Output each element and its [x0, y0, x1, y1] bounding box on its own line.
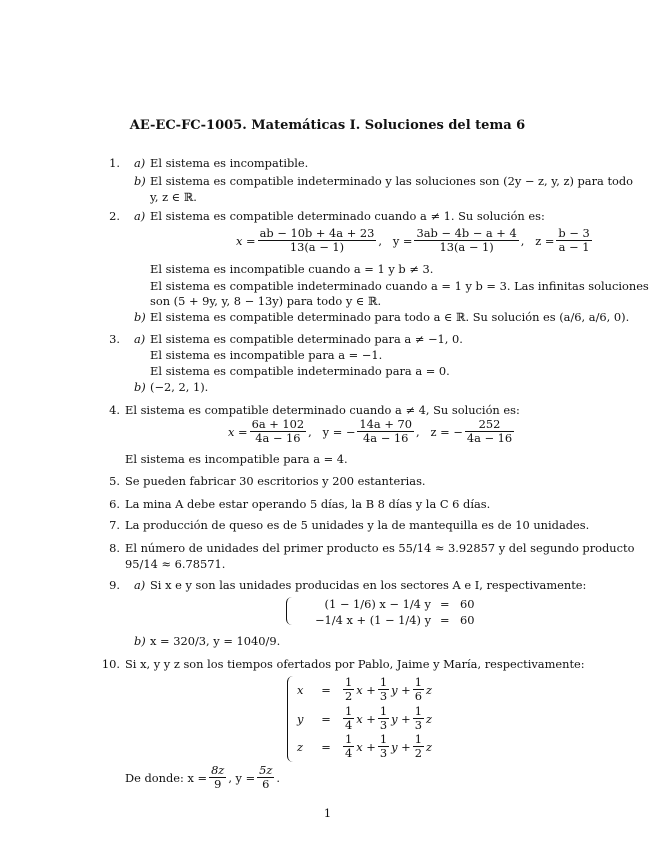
row-equals: = — [321, 739, 331, 754]
problem-5-number: 5. — [109, 474, 120, 488]
term: x + — [356, 739, 376, 754]
problem-10-number: 10. — [101, 657, 120, 671]
y-numerator: 3ab − 4b − a + 4 — [416, 226, 517, 240]
problem-10-text: Si x, y y z son los tiempos ofertados por Pablo, Jaime y María, respectivamente: — [125, 657, 585, 671]
equation-row — [297, 676, 432, 703]
problem-9a-label: a) — [134, 578, 146, 592]
conclusion-separator: , y = — [228, 770, 256, 785]
row-equals: = — [321, 711, 331, 726]
coef-numerator: 1 — [414, 675, 422, 689]
problem-4-incompatible: El sistema es incompatible para a = 4. — [125, 452, 348, 466]
term: y + — [391, 739, 411, 754]
problem-7-number: 7. — [109, 518, 120, 532]
problem-2a-text: El sistema es compatible determinado cuando a ≠ 1. Su solución es: — [150, 209, 545, 223]
coef-numerator: 1 — [414, 732, 422, 746]
coef-fraction — [343, 733, 354, 760]
problem-1a-label: a) — [134, 156, 146, 170]
x-numerator: 6a + 102 — [251, 417, 305, 431]
z-numerator: 252 — [478, 417, 501, 431]
conclusion-end: . — [276, 770, 281, 785]
problem-2-indeterminate-line2: son (5 + 9y, y, 8 − 13y) para todo y ∈ ℝ. — [150, 294, 382, 308]
x-numerator: ab − 10b + 4a + 23 — [259, 226, 375, 240]
problem-8-number: 8. — [109, 541, 120, 555]
problem-1b-line1: El sistema es compatible indeterminado y las soluciones son (2y − z, y, z) para todo — [150, 174, 634, 188]
problem-4-text: El sistema es compatible determinado cuando a ≠ 4, Su solución es: — [125, 403, 520, 417]
y-fraction — [357, 418, 414, 445]
left-brace — [286, 597, 292, 625]
problem-2a-label: a) — [134, 209, 146, 223]
x-label: x = — [228, 424, 248, 439]
equation-row — [297, 705, 432, 732]
x-label: x = — [236, 233, 256, 248]
coef-fraction — [413, 705, 424, 732]
term: y + — [391, 711, 411, 726]
problem-4-number: 4. — [109, 403, 120, 417]
x-fraction — [209, 764, 226, 791]
y-fraction — [414, 227, 518, 254]
page-number: 1 — [323, 806, 332, 820]
y-label: , y = — [378, 233, 413, 248]
problem-2-incompatible: El sistema es incompatible cuando a = 1 y b ≠ 3. — [150, 262, 434, 276]
coef-fraction — [413, 676, 424, 703]
coef-fraction — [413, 733, 424, 760]
x-fraction — [250, 418, 307, 445]
term: z — [425, 711, 432, 726]
problem-9a-text: Si x e y son las unidades producidas en los sectores A e I, respectivamente: — [150, 578, 587, 592]
system-eq2-lhs: −1/4 x + (1 − 1/4) y — [314, 613, 431, 627]
y-label: , y = − — [308, 424, 356, 439]
coef-numerator: 1 — [345, 675, 353, 689]
problem-2-number: 2. — [109, 209, 120, 223]
y-numerator: 14a + 70 — [359, 417, 412, 431]
x-denominator: 9 — [209, 777, 226, 791]
coef-numerator: 1 — [379, 675, 388, 689]
system-eq2-rhs: 60 — [460, 613, 475, 627]
problem-2b-text: El sistema es compatible determinado para todo a ∈ ℝ. Su solución es (a/6, a/6, 0). — [150, 310, 630, 324]
problem-4-solution-formula — [228, 418, 516, 445]
problem-3a-label: a) — [134, 332, 146, 346]
problem-5-text: Se pueden fabricar 30 escritorios y 200 estanterias. — [125, 474, 426, 488]
z-denominator: 4a − 16 — [466, 431, 513, 445]
coef-denominator: 4 — [345, 746, 353, 760]
left-brace — [287, 676, 293, 762]
z-fraction — [556, 227, 591, 254]
z-denominator: a − 1 — [556, 240, 591, 254]
problem-1b-line2: y, z ∈ ℝ. — [150, 190, 197, 204]
problem-2-indeterminate-line1: El sistema es compatible indeterminado cuando a = 1 y b = 3. Las infinitas soluciones — [150, 279, 649, 293]
coef-fraction — [378, 705, 389, 732]
term: z — [425, 682, 432, 697]
y-numerator: 5z — [259, 763, 273, 777]
coef-fraction — [343, 705, 354, 732]
problem-7-text: La producción de queso es de 5 unidades y la de mantequilla es de 10 unidades. — [125, 518, 590, 532]
row-lhs: x — [297, 682, 304, 697]
coef-denominator: 3 — [379, 746, 388, 760]
problem-6-text: La mina A debe estar operando 5 días, la B 8 días y la C 6 días. — [125, 497, 491, 511]
problem-3-number: 3. — [109, 332, 120, 346]
problem-3a-line3: El sistema es compatible indeterminado para a = 0. — [150, 364, 450, 378]
problem-3a-line2: El sistema es incompatible para a = −1. — [150, 348, 383, 362]
term: z — [425, 739, 432, 754]
term: x + — [356, 682, 376, 697]
coef-numerator: 1 — [414, 704, 422, 718]
coef-numerator: 1 — [345, 704, 353, 718]
conclusion-prefix: De donde: x = — [125, 770, 208, 785]
coef-denominator: 6 — [414, 689, 422, 703]
y-denominator: 4a − 16 — [357, 431, 414, 445]
z-label: , z = — [520, 233, 555, 248]
problem-1b-label: b) — [134, 174, 146, 188]
problem-8-line2: 95/14 ≈ 6.78571. — [125, 557, 226, 571]
row-equals: = — [321, 682, 331, 697]
system-eq2-equals: = — [440, 613, 450, 627]
coef-denominator: 3 — [379, 689, 388, 703]
problem-2-solution-formula — [236, 227, 594, 254]
problem-1a-text: El sistema es incompatible. — [150, 156, 309, 170]
x-fraction — [258, 227, 377, 254]
coef-fraction — [378, 733, 389, 760]
coef-denominator: 3 — [379, 718, 388, 732]
row-lhs: y — [297, 711, 304, 726]
term: y + — [391, 682, 411, 697]
problem-3b-text: (−2, 2, 1). — [150, 380, 209, 394]
x-denominator: 4a − 16 — [250, 431, 307, 445]
x-numerator: 8z — [211, 763, 225, 777]
coef-denominator: 2 — [345, 689, 353, 703]
coef-fraction — [378, 676, 389, 703]
problem-2b-label: b) — [134, 310, 146, 324]
problem-9b-label: b) — [134, 634, 146, 648]
problem-6-number: 6. — [109, 497, 120, 511]
z-numerator: b − 3 — [558, 226, 590, 240]
y-denominator: 6 — [257, 777, 274, 791]
coef-denominator: 2 — [414, 746, 422, 760]
term: x + — [356, 711, 376, 726]
problem-3b-label: b) — [134, 380, 146, 394]
page-title: AE-EC-FC-1005. Matemáticas I. Soluciones del tema 6 — [129, 118, 526, 133]
coef-numerator: 1 — [379, 732, 388, 746]
coef-numerator: 1 — [345, 732, 353, 746]
row-lhs: z — [297, 739, 304, 754]
coef-fraction — [343, 676, 354, 703]
coef-denominator: 3 — [414, 718, 422, 732]
problem-1-number: 1. — [109, 156, 120, 170]
system-eq1-equals: = — [440, 597, 450, 611]
z-fraction — [465, 418, 514, 445]
problem-9-number: 9. — [109, 578, 120, 592]
z-label: , z = − — [416, 424, 463, 439]
system-eq1-lhs: (1 − 1/6) x − 1/4 y — [324, 597, 431, 611]
system-eq1-rhs: 60 — [460, 597, 475, 611]
problem-3a-line1: El sistema es compatible determinado para a ≠ −1, 0. — [150, 332, 463, 346]
problem-9b-text: x = 320/3, y = 1040/9. — [150, 634, 281, 648]
y-fraction — [257, 764, 274, 791]
problem-10-conclusion — [125, 764, 280, 791]
x-denominator: 13(a − 1) — [258, 240, 377, 254]
coef-numerator: 1 — [379, 704, 388, 718]
coef-denominator: 4 — [345, 718, 353, 732]
problem-8-line1: El número de unidades del primer producto es 55/14 ≈ 3.92857 y del segundo producto — [125, 541, 635, 555]
y-denominator: 13(a − 1) — [414, 240, 518, 254]
equation-row — [297, 733, 432, 760]
